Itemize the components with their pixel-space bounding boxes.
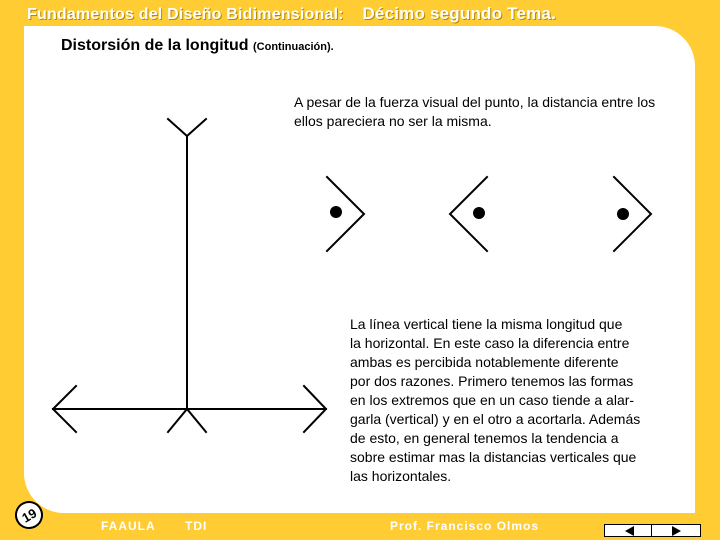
dot-1 xyxy=(330,206,342,218)
previous-slide-button[interactable] xyxy=(604,524,654,537)
footer-professor: Prof. Francisco Olmos xyxy=(390,519,540,533)
vertical-top-fin xyxy=(168,119,206,136)
next-slide-button[interactable] xyxy=(651,524,701,537)
slide-title-main: Distorsión de la longitud xyxy=(61,37,249,54)
vertical-bottom-fin xyxy=(168,409,206,432)
footer-program: TDI xyxy=(185,519,208,533)
dot-2 xyxy=(473,207,485,219)
lines-explanation: La línea vertical tiene la misma longitud que la horizontal. En este caso la diferencia entre ambas es percibida notablemente diferente por dos razones. Primero tenemos las formas en los extremos que en un caso tiende a alar- garla (vertical) y en el otro a acortarla. Además de esto, en general tenemos la tendencia a sobre estimar mas la distancias verticales que las horizontales. xyxy=(350,316,641,484)
topic-title: Décimo segundo Tema. xyxy=(362,4,556,23)
points-explanation: A pesar de la fuerza visual del punto, la distancia entre los ellos pareciera no ser la misma. xyxy=(294,94,656,129)
dot-3 xyxy=(617,208,629,220)
arrow-left-icon xyxy=(625,526,634,536)
page-number: 19 xyxy=(18,504,40,526)
arrow-right-icon xyxy=(672,526,681,536)
footer-school: FAAULA xyxy=(101,519,156,533)
slide-title-note: (Continuación). xyxy=(253,41,334,53)
course-title: Fundamentos del Diseño Bidimensional: xyxy=(27,6,344,23)
